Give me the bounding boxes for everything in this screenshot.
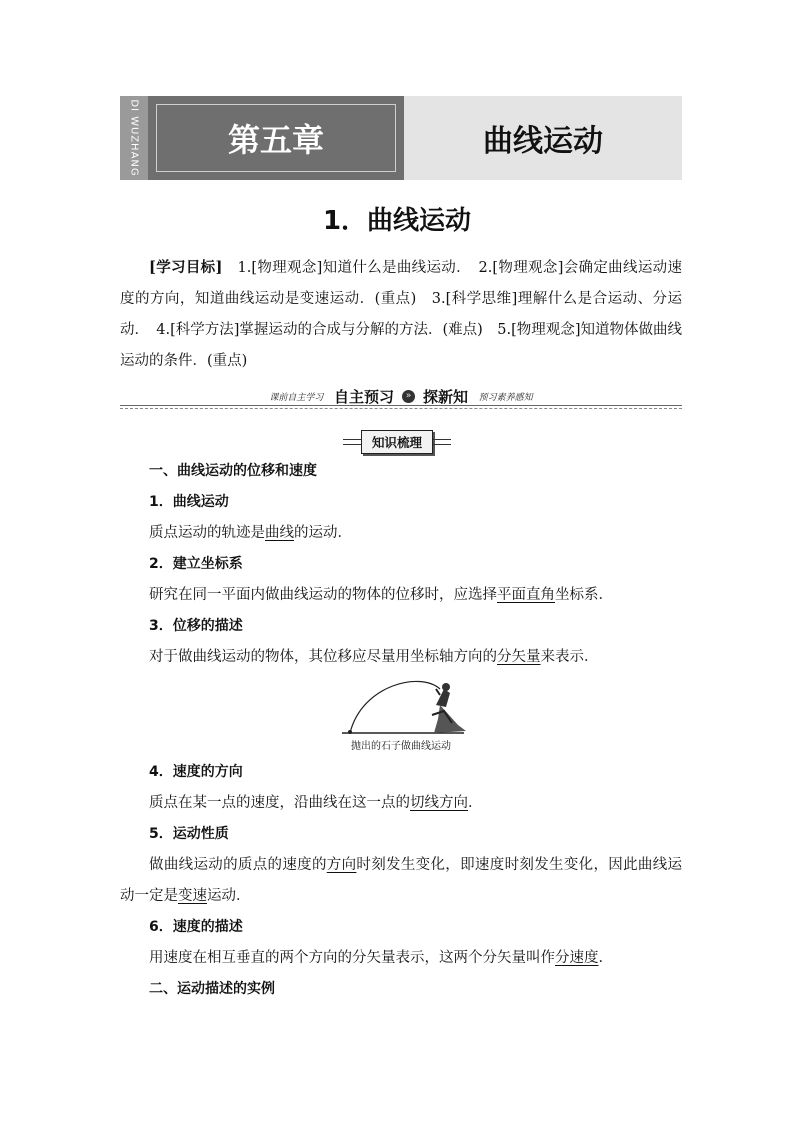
answer-i1: 曲线 [265,525,294,541]
answer-i2: 平面直角 [497,587,555,603]
heading-s1: 一、曲线运动的位移和速度 [149,463,317,479]
heading-i1: 1．曲线运动 [149,494,229,510]
heading-i3: 3．位移的描述 [149,618,243,634]
chapter-title: 曲线运动 [483,124,603,159]
para-i6: 用速度在相互垂直的两个方向的分矢量表示，这两个分矢量叫作分速度． [149,950,613,966]
answer-i3: 分矢量 [497,649,541,665]
para-i3: 对于做曲线运动的物体，其位移应尽量用坐标轴方向的分矢量来表示． [149,649,599,665]
knowledge-box-label: 知识梳理 [361,430,433,454]
goals-text: 1.[物理观念]知道什么是曲线运动． 2.[物理观念]会确定曲线运动速度的方向，知道曲线运动是变速运动．(重点) 3.[科学思维]理解什么是合运动、分运动． 4.[科学方法]掌握运动的合成与分解的方法．(难点) 5.[物理观念]知道物体做曲线运动的条件．(重点) [120,260,682,369]
banner-side-strip [120,96,148,180]
chapter-number-box [148,96,404,180]
answer-i6: 分速度 [555,950,599,966]
learning-goals [120,252,682,377]
answer-i4: 切线方向 [410,795,468,811]
para-i4: 质点在某一点的速度，沿曲线在这一点的切线方向． [149,795,483,811]
section-title: 1．曲线运动 [322,206,472,236]
heading-s2: 二、运动描述的实例 [149,981,275,997]
para-i1: 质点运动的轨迹是曲线的运动． [149,525,352,541]
heading-i5: 5．运动性质 [149,826,229,842]
answer-i5a: 方向 [326,857,357,873]
double-arrow-icon: » [402,390,415,403]
answer-i5b: 变速 [178,888,207,904]
goals-label: [学习目标] [149,259,223,276]
para-i2: 研究在同一平面内做曲线运动的物体的位移时，应选择平面直角坐标系． [149,587,613,603]
heading-i2: 2．建立坐标系 [149,556,243,572]
section-divider [120,386,682,410]
heading-i4: 4．速度的方向 [149,764,243,780]
divider-big-left: 自主预习 [333,388,394,406]
divider-right-small: 预习素养感知 [478,393,533,403]
divider-big-right: 探新知 [423,388,469,406]
banner-side-text: DI WUZHANG [128,99,140,177]
chapter-number: 第五章 [227,121,324,159]
main-content [120,456,682,1005]
divider-left-small: 课前自主学习 [269,393,324,403]
para-i5: 做曲线运动的质点的速度的方向时刻发生变化，即速度时刻发生变化，因此曲线运动一定是变速运动． [120,857,683,904]
chapter-title-box [404,96,682,180]
figure-caption: 抛出的石子做曲线运动 [351,741,451,752]
thrown-stone-figure [120,675,682,757]
thrown-stone-illustration [340,675,472,737]
knowledge-box [0,430,794,454]
heading-i6: 6．速度的描述 [149,919,243,935]
chapter-banner [120,96,682,180]
